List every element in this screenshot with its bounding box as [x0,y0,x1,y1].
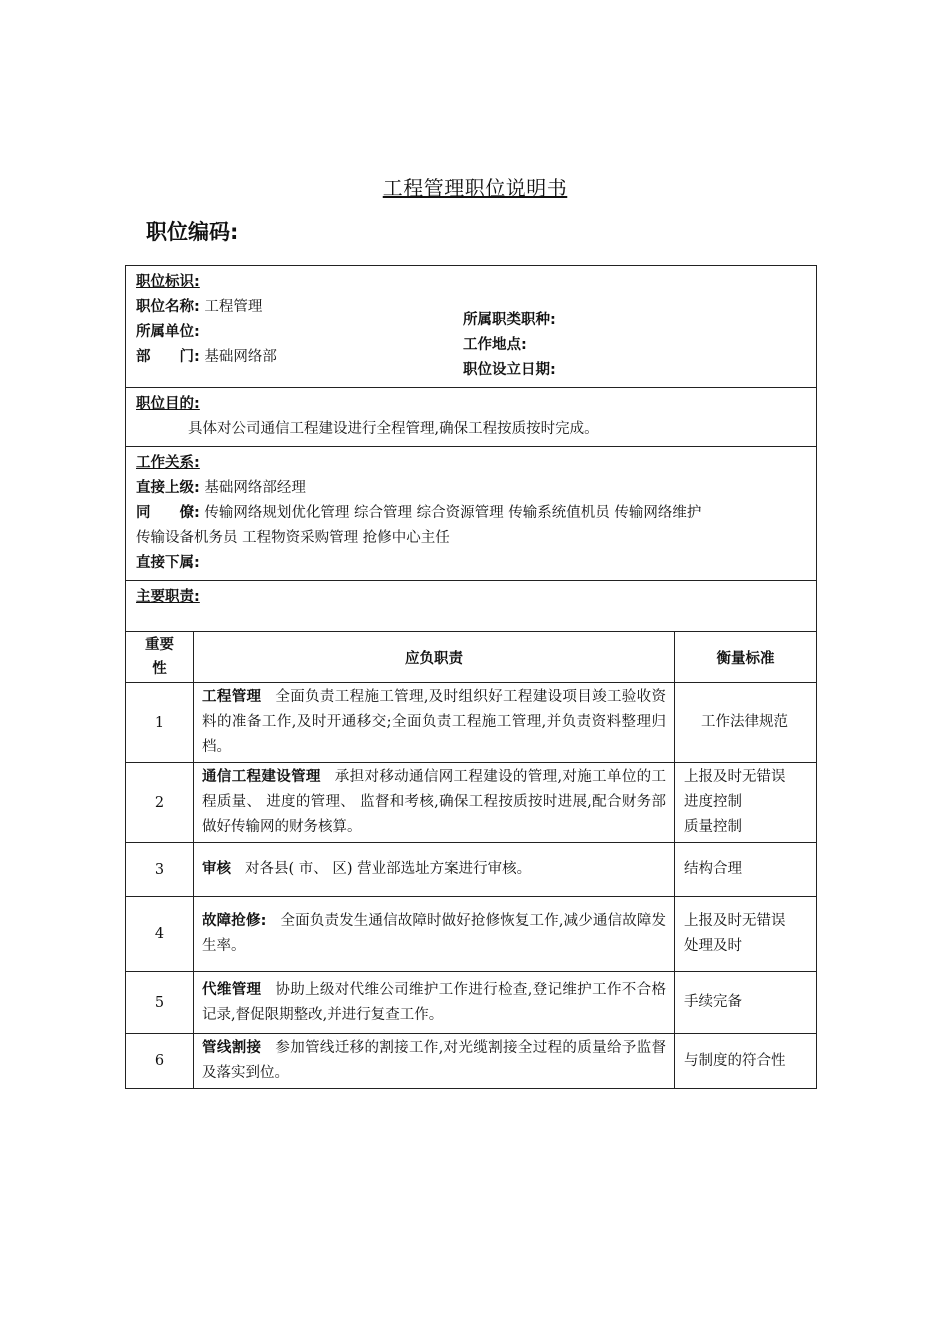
row-importance: 4 [126,897,194,972]
superior-value: 基础网络部经理 [204,480,306,496]
peers-value-line1: 传输网络规划优化管理 综合管理 综合资源管理 传输系统值机员 传输网络维护 [204,505,702,521]
department-label: 部 门: [136,349,200,365]
relations-section [126,447,816,581]
row-duty: 管线割接 参加管线迁移的割接工作,对光缆割接全过程的质量给予监督及落实到位。 [194,1034,675,1089]
duties-table [126,632,816,1088]
job-category-label: 所属职类职种: [463,312,556,328]
row-duty: 故障抢修: 全面负责发生通信故障时做好抢修恢复工作,减少通信故障发生率。 [194,897,675,972]
duties-header-row [126,632,816,683]
table-row [126,1034,816,1089]
peers-value-line2: 传输设备机务员 工程物资采购管理 抢修中心主任 [136,530,450,546]
position-name-label: 职位名称: [136,299,200,315]
peers-label: 同 僚: [136,505,200,521]
job-description-form [125,265,817,1089]
document-title: 工程管理职位说明书 [382,176,568,200]
purpose-section-label: 职位目的: [136,396,200,412]
row-standard: 手续完备 [675,972,817,1034]
row-duty: 代维管理 协助上级对代维公司维护工作进行检查,登记维护工作不合格记录,督促限期整改,并进行复查工作。 [194,972,675,1034]
subordinate-label: 直接下属: [136,555,200,571]
row-standard: 结构合理 [675,843,817,897]
standard-header: 衡量标准 [675,632,817,683]
importance-header: 重要 性 [126,632,194,683]
table-row [126,897,816,972]
row-importance: 5 [126,972,194,1034]
establish-date-label: 职位设立日期: [463,362,556,378]
position-code-label: 职位编码: [146,220,239,244]
row-standard: 工作法律规范 [675,683,817,763]
department-value: 基础网络部 [204,349,277,365]
relations-section-label: 工作关系: [136,455,200,471]
work-location-label: 工作地点: [463,337,527,353]
superior-label: 直接上级: [136,480,200,496]
row-standard: 上报及时无错误 处理及时 [675,897,817,972]
row-duty: 审核 对各县( 市、 区) 营业部选址方案进行审核。 [194,843,675,897]
row-duty: 通信工程建设管理 承担对移动通信网工程建设的管理,对施工单位的工程质量、 进度的管理、 监督和考核,确保工程按质按时进展,配合财务部做好传输网的财务核算。 [194,763,675,843]
row-duty: 工程管理 全面负责工程施工管理,及时组织好工程建设项目竣工验收资料的准备工作,及时开通移交;全面负责工程施工管理,并负责资料整理归档。 [194,683,675,763]
identity-section-label: 职位标识: [136,274,200,290]
duties-section [126,581,816,632]
row-importance: 2 [126,763,194,843]
unit-label: 所属单位: [136,324,200,340]
identity-section [126,266,816,388]
purpose-text: 具体对公司通信工程建设进行全程管理,确保工程按质按时完成。 [188,421,599,437]
duties-section-label: 主要职责: [136,589,200,605]
table-row [126,843,816,897]
duty-header: 应负职责 [194,632,675,683]
row-standard: 与制度的符合性 [675,1034,817,1089]
table-row [126,972,816,1034]
row-importance: 1 [126,683,194,763]
row-importance: 3 [126,843,194,897]
row-importance: 6 [126,1034,194,1089]
table-row [126,763,816,843]
table-row [126,683,816,763]
purpose-section [126,388,816,447]
position-name-value: 工程管理 [204,299,263,315]
row-standard: 上报及时无错误 进度控制 质量控制 [675,763,817,843]
